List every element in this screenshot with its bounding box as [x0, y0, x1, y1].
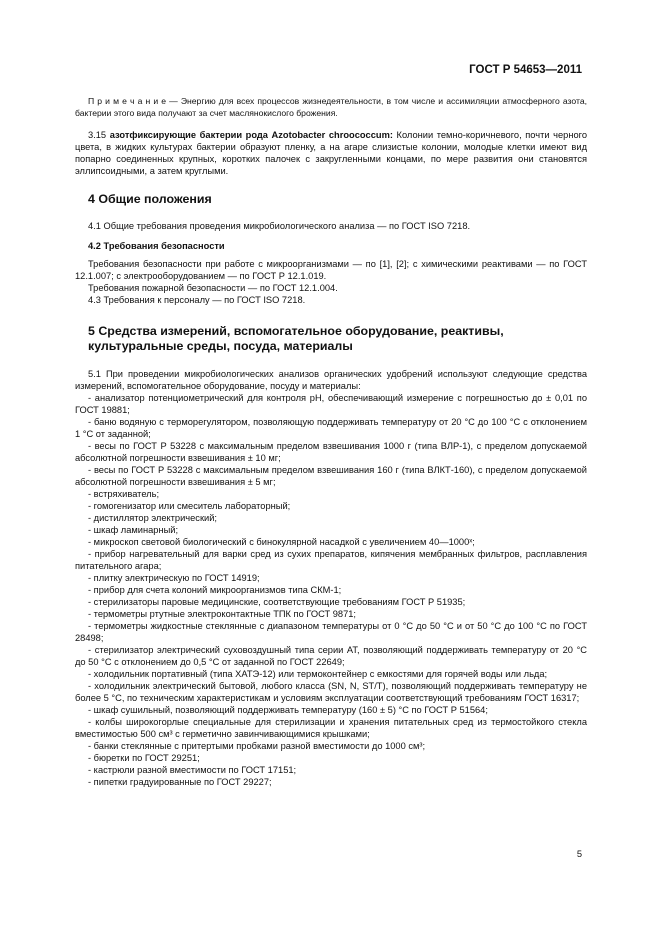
list-item: - колбы широкогорлые специальные для стерилизации и хранения питательных сред из термостойкого стекла вместимостью 500 см³ с герметично завинчивающимися крышками;: [75, 717, 587, 739]
list-item: - стерилизатор электрический суховоздушный типа серии АТ, позволяющий поддерживать температуру от 20 °С до 50 °С с отклонением до 0,5 °С от заданной по ГОСТ 22649;: [75, 645, 587, 667]
term-number: 3.15: [88, 130, 107, 140]
list-item: - встряхиватель;: [88, 489, 160, 499]
list-item: - стерилизаторы паровые медицинские, соответствующие требованиям ГОСТ Р 51935;: [88, 597, 466, 607]
list-item: - термометры жидкостные стеклянные с диапазоном температуры от 0 °С до 50 °С и от 50 °С до 100 °С по ГОСТ 28498;: [75, 621, 587, 643]
term-definition: Колонии темно-коричневого, почти черного цвета, в жидких культурах бактерии образуют пленку, а на агаре слизистые колонии, молодые клетки имеют вид попарно соединенных крупных, коротких палочек с закругленными концами, по мере развития они становятся эллипсоидными, а затем круглыми.: [75, 130, 587, 176]
safety-paragraph-1: Требования безопасности при работе с микроорганизмами — по [1], [2]; с химическими реактивами — по ГОСТ 12.1.007; с электрооборудованием — по ГОСТ Р 12.1.019.: [75, 259, 587, 281]
list-item: - холодильник портативный (типа ХАТЭ-12) или термоконтейнер с емкостями для горячей воды или льда;: [88, 669, 548, 679]
list-item: - микроскоп световой биологический с бинокулярной насадкой с увеличением 40—1000ˣ;: [88, 537, 475, 547]
list-item: - холодильник электрический бытовой, любого класса (SN, N, ST/T), позволяющий поддерживать температуру не более 5 °С, по техническим характеристикам и условиям эксплуатации соответствующий требованиям ГОСТ 16317;: [75, 681, 587, 703]
list-item: - баню водяную с терморегулятором, позволяющую поддерживать температуру от 20 °С до 100 °С с отклонением 1 °С от заданной;: [75, 417, 587, 439]
section-5-heading: 5 Средства измерений, вспомогательное оборудование, реактивы, культуральные среды, посуда, материалы: [88, 324, 504, 353]
clause-5-1: 5.1 При проведении микробиологических анализов органических удобрений используют следующие средства измерений, вспомогательное оборудование, посуду и материалы:: [75, 369, 587, 391]
note-paragraph: П р и м е ч а н и е — Энергию для всех процессов жизнедеятельности, в том числе и ассимиляции атмосферного азота, бактерии этого вида получают за счет маслянокислого брожения.: [75, 96, 587, 118]
list-item: - весы по ГОСТ Р 53228 с максимальным пределом взвешивания 160 г (типа ВЛКТ-160), с пределом допускаемой абсолютной погрешности взвешивания ± 5 мг;: [75, 465, 587, 487]
safety-paragraph-2: Требования пожарной безопасности — по ГОСТ 12.1.004.: [88, 283, 338, 293]
list-item: - шкаф ламинарный;: [88, 525, 179, 535]
list-item: - термометры ртутные электроконтактные ТПК по ГОСТ 9871;: [88, 609, 357, 619]
clause-4-1: 4.1 Общие требования проведения микробиологического анализа — по ГОСТ ISO 7218.: [88, 221, 471, 231]
list-item: - плитку электрическую по ГОСТ 14919;: [88, 573, 260, 583]
list-item: - бюретки по ГОСТ 29251;: [88, 753, 200, 763]
term-3-15-paragraph: [75, 129, 587, 177]
equipment-list: [75, 392, 587, 788]
document-id-header: ГОСТ Р 54653—2011: [469, 64, 582, 76]
list-item: - анализатор потенциометрический для контроля pH, обеспечивающий измерение с погрешностью до ± 0,01 по ГОСТ 19881;: [75, 393, 587, 415]
page-content: [75, 96, 587, 788]
section-4-heading: 4 Общие положения: [88, 192, 212, 206]
spacer: [75, 232, 587, 238]
list-item: - банки стеклянные с притертыми пробками разной вместимости до 1000 см³;: [88, 741, 426, 751]
clause-4-3: 4.3 Требования к персоналу — по ГОСТ ISO 7218.: [88, 295, 306, 305]
clause-4-2-heading: 4.2 Требования безопасности: [88, 241, 225, 251]
list-item: - гомогенизатор или смеситель лабораторный;: [88, 501, 291, 511]
page-number: 5: [576, 849, 582, 859]
list-item: - дистиллятор электрический;: [88, 513, 217, 523]
term-name: азотфиксирующие бактерии рода Azotobacter chroococcum:: [109, 130, 393, 140]
list-item: - кастрюли разной вместимости по ГОСТ 17151;: [88, 765, 297, 775]
list-item: - прибор нагревательный для варки сред из сухих препаратов, кипячения мембранных фильтров, расплавления питательного агара;: [75, 549, 587, 571]
list-item: - пипетки градуированные по ГОСТ 29227;: [88, 777, 272, 787]
list-item: - прибор для счета колоний микроорганизмов типа СКМ-1;: [88, 585, 342, 595]
list-item: - шкаф сушильный, позволяющий поддерживать температуру (160 ± 5) °С по ГОСТ Р 51564;: [88, 705, 488, 715]
list-item: - весы по ГОСТ Р 53228 с максимальным пределом взвешивания 1000 г (типа ВЛР-1), с пределом допускаемой абсолютной погрешности взвешивания ± 10 мг;: [75, 441, 587, 463]
